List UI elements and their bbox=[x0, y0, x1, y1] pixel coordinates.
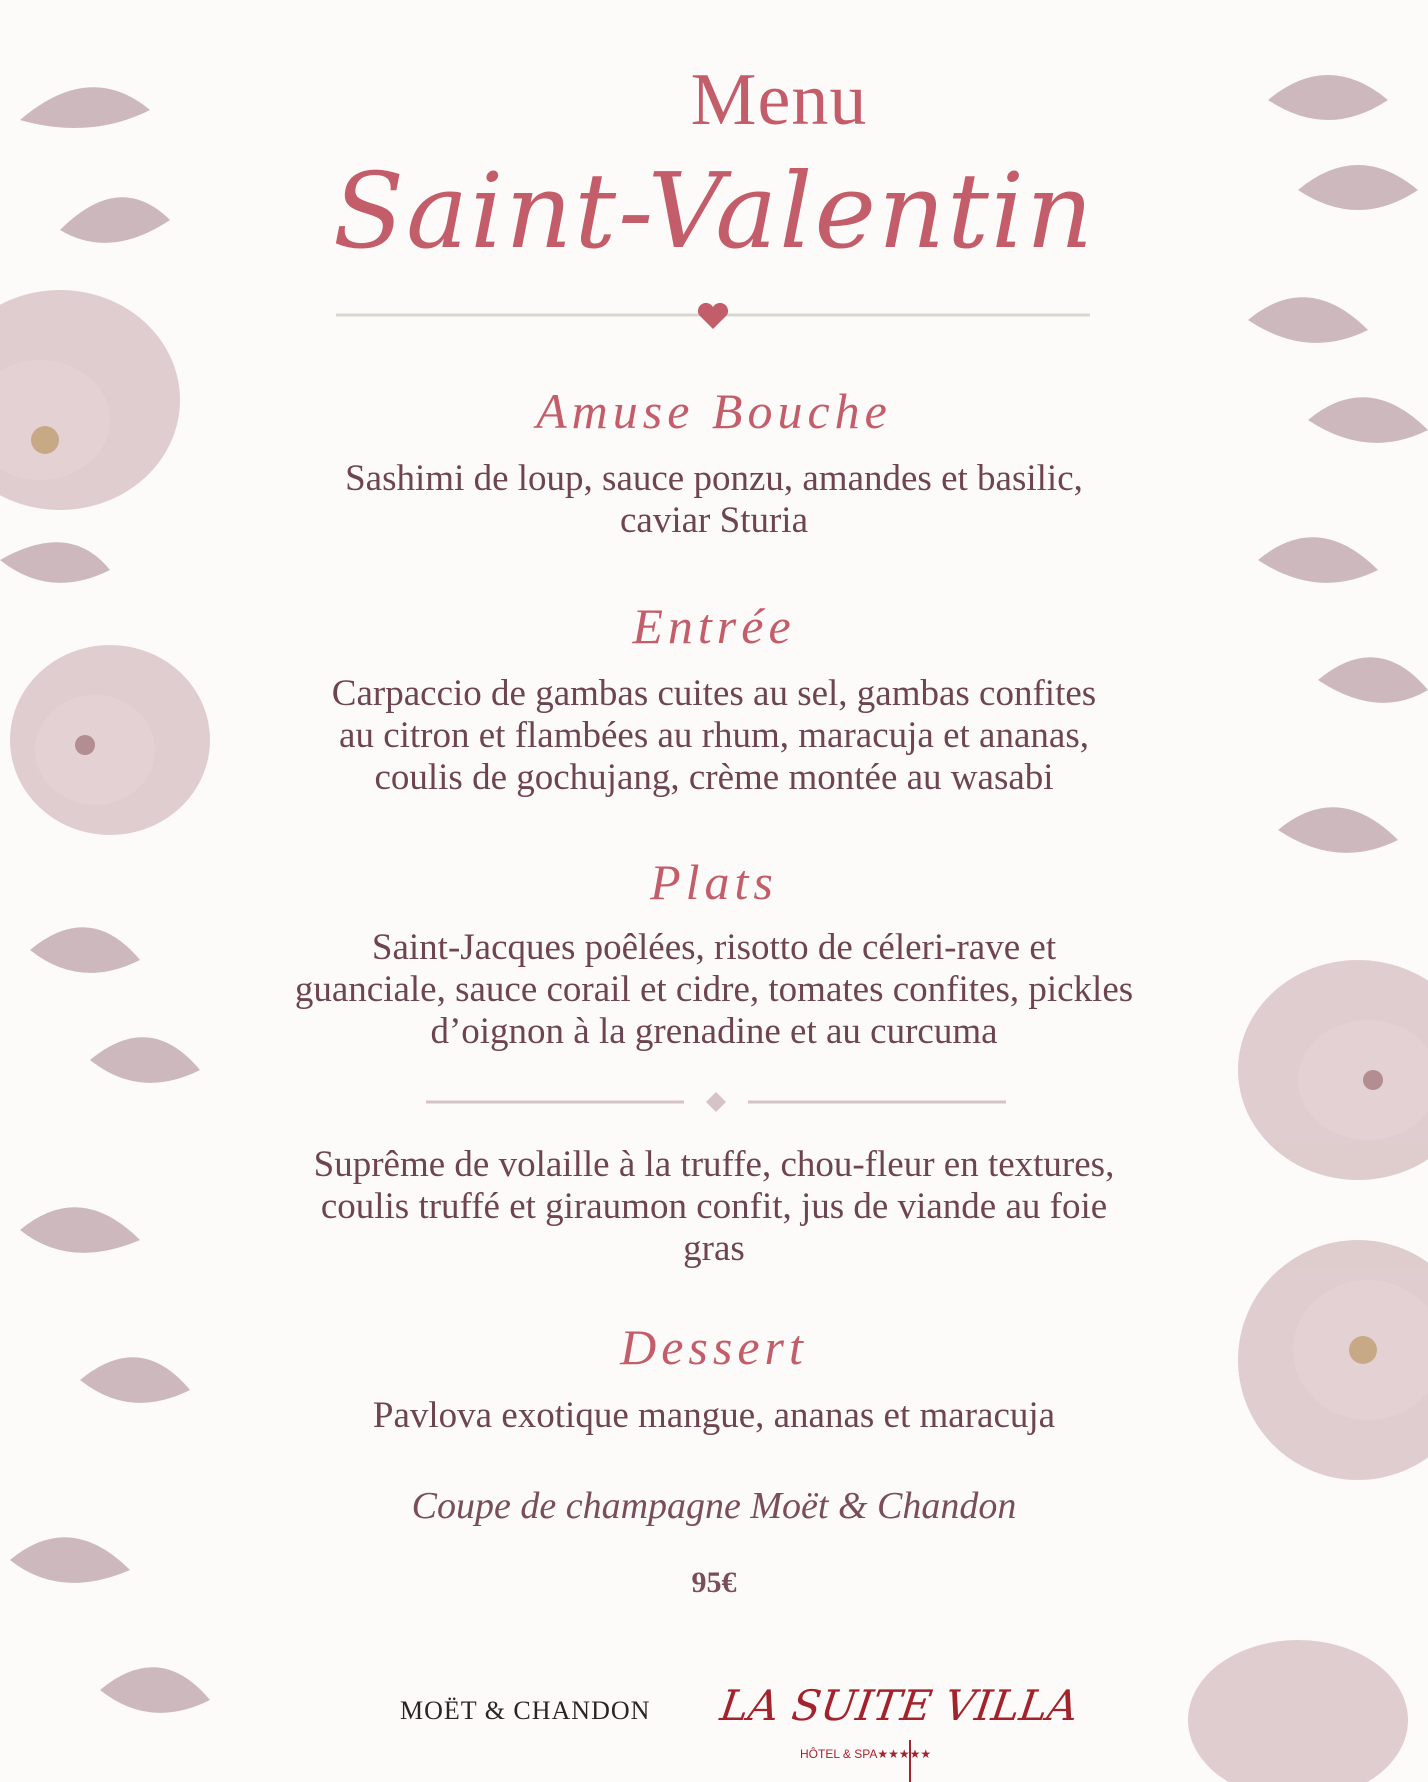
dish-amuse-bouche bbox=[160, 458, 1268, 542]
title-menu: Menu bbox=[690, 59, 868, 141]
dish-line: gras bbox=[683, 1228, 745, 1269]
menu-price: 95€ bbox=[691, 1566, 737, 1599]
dish-line: Carpaccio de gambas cuites au sel, gambas confites bbox=[331, 673, 1097, 714]
section-title-plats: Plats bbox=[650, 854, 778, 910]
heart-divider bbox=[336, 295, 1090, 335]
dish-line: Sashimi de loup, sauce ponzu, amandes et basilic, bbox=[345, 458, 1083, 499]
la-suite-villa-logo bbox=[717, 1640, 1082, 1782]
menu-content bbox=[160, 0, 1268, 1782]
champagne-note: Coupe de champagne Moët & Chandon bbox=[411, 1485, 1017, 1527]
section-title-dessert: Dessert bbox=[620, 1319, 808, 1375]
dish-line: au citron et flambées au rhum, maracuja et ananas, bbox=[339, 715, 1089, 756]
dish-line: guanciale, sauce corail et cidre, tomates confites, pickles bbox=[294, 969, 1134, 1010]
heart-icon bbox=[698, 303, 728, 329]
dish-plats-option-1 bbox=[160, 927, 1268, 1053]
dish-line: caviar Sturia bbox=[620, 500, 808, 541]
dish-plats-option-2 bbox=[160, 1144, 1268, 1270]
section-title-amuse-bouche: Amuse Bouche bbox=[536, 383, 892, 439]
logo-hotel-subtitle: HÔTEL & SPA★★★★★ bbox=[800, 1747, 932, 1761]
dish-entree bbox=[160, 673, 1268, 799]
dish-line: Pavlova exotique mangue, ananas et maracuja bbox=[372, 1395, 1056, 1436]
section-title-entree: Entrée bbox=[632, 598, 796, 654]
dish-dessert bbox=[160, 1395, 1268, 1437]
title-saint-valentin: Saint-Valentin bbox=[332, 150, 1096, 272]
dish-line: coulis truffé et giraumon confit, jus de viande au foie bbox=[320, 1186, 1108, 1227]
logo-hotel-name: LA SUITE VILLA bbox=[717, 1681, 1082, 1730]
ornament-divider bbox=[426, 1088, 1006, 1116]
dish-line: coulis de gochujang, crème montée au wasabi bbox=[374, 757, 1054, 798]
dish-line: Suprême de volaille à la truffe, chou-fleur en textures, bbox=[313, 1144, 1115, 1185]
dish-line: Saint-Jacques poêlées, risotto de céleri-rave et bbox=[371, 927, 1057, 968]
moet-chandon-logo: MOËT & CHANDON bbox=[400, 1696, 651, 1725]
dish-line: d’oignon à la grenadine et au curcuma bbox=[430, 1011, 998, 1052]
diamond-icon bbox=[706, 1092, 726, 1112]
